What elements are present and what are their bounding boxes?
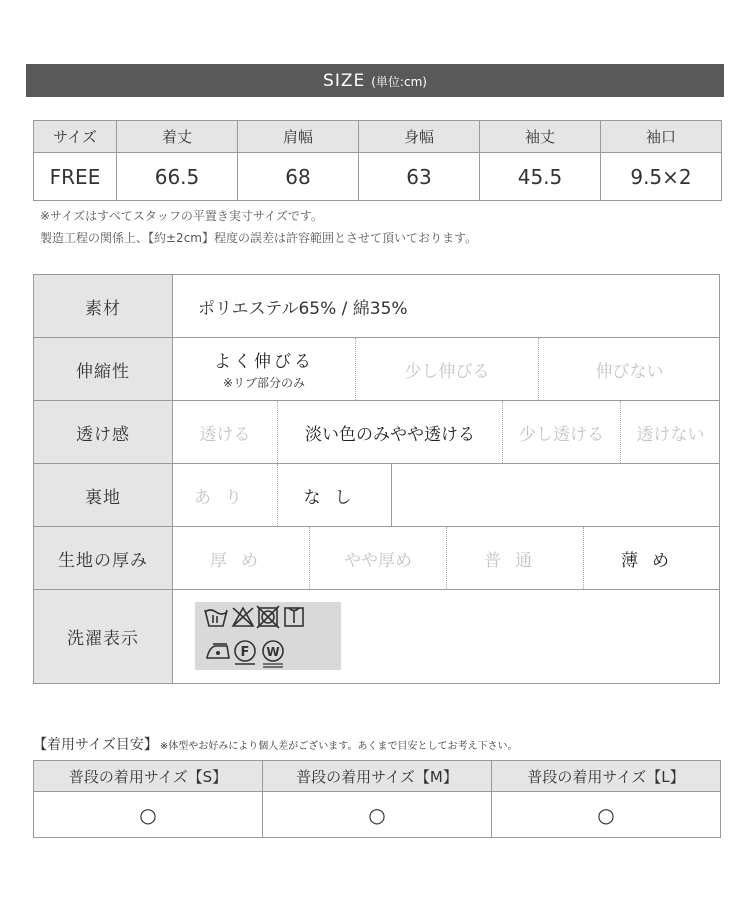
size-note: ※サイズはすべてスタッフの平置き実寸サイズです。 <box>40 209 323 223</box>
size-header-cell: 身幅 <box>359 121 480 153</box>
fit-header-cell: 普段の着用サイズ【M】 <box>263 761 492 792</box>
iron-low-icon <box>207 644 229 658</box>
stretch-option-selected <box>173 338 356 400</box>
sheerness-option: 透ける <box>173 401 278 463</box>
size-header-cell: 袖丈 <box>480 121 601 153</box>
care-label: 洗濯表示 <box>34 590 173 683</box>
material-value: ポリエステル65% / 綿35% <box>198 298 408 319</box>
sheerness-option-selected: 淡い色のみやや透ける <box>278 401 503 463</box>
fit-circle-mark: ○ <box>492 792 721 838</box>
sheerness-option: 少し透ける <box>503 401 621 463</box>
fit-guide-disclaimer: ※体型やお好みにより個人差がございます。あくまで目安としてお考え下さい。 <box>159 741 518 752</box>
svg-text:F: F <box>240 645 250 660</box>
tolerance-note: 製造工程の関係上、【約±2cm】程度の誤差は許容範囲とさせて頂いております。 <box>40 231 478 245</box>
size-unit: (単位:cm) <box>371 75 427 89</box>
no-bleach-icon <box>233 608 253 626</box>
thickness-row <box>34 527 719 590</box>
thickness-option: やや厚め <box>310 527 447 589</box>
line-dry-icon <box>285 608 303 626</box>
size-header-cell: 肩幅 <box>238 121 359 153</box>
stretch-label: 伸縮性 <box>34 338 173 400</box>
lining-option-selected: なし <box>278 464 392 526</box>
lining-label: 裏地 <box>34 464 173 526</box>
size-table <box>33 120 722 201</box>
wetclean-w-icon <box>263 641 283 667</box>
thickness-option: 厚め <box>173 527 310 589</box>
size-header-cell: 袖口 <box>601 121 722 153</box>
no-tumble-dry-icon <box>257 606 279 628</box>
care-row <box>34 590 719 683</box>
thickness-option-selected: 薄め <box>621 550 683 571</box>
stretch-row <box>34 338 719 401</box>
material-label: 素材 <box>34 275 173 337</box>
size-title: SIZE <box>323 70 366 91</box>
size-value-cell: 45.5 <box>480 153 601 201</box>
stretch-option-label: よく伸びる <box>214 352 314 372</box>
attributes-table <box>33 274 720 684</box>
fit-guide-heading <box>33 734 517 754</box>
stretch-option: 伸びない <box>595 361 664 382</box>
size-header-cell: 着丈 <box>117 121 238 153</box>
size-value-cell: 68 <box>238 153 359 201</box>
lining-row <box>34 464 719 527</box>
stretch-rib-note: ※リブ部分のみ <box>222 376 306 390</box>
fit-circle-mark: ○ <box>263 792 492 838</box>
thickness-option: 普通 <box>447 527 584 589</box>
fit-guide-table <box>33 760 721 838</box>
size-table-header-row <box>34 121 722 153</box>
stretch-option: 少し伸びる <box>356 338 539 400</box>
fit-guide-title: 【着用サイズ目安】 <box>33 737 158 753</box>
fit-header-cell: 普段の着用サイズ【L】 <box>492 761 721 792</box>
size-value-cell: 66.5 <box>117 153 238 201</box>
svg-text:W: W <box>266 645 280 659</box>
fit-circle-mark: ○ <box>34 792 263 838</box>
sheerness-label: 透け感 <box>34 401 173 463</box>
sheerness-option: 透けない <box>636 424 705 445</box>
wash-40-icon <box>205 610 227 626</box>
size-header-cell: サイズ <box>34 121 117 153</box>
size-table-value-row <box>34 153 722 201</box>
size-value-cell: FREE <box>34 153 117 201</box>
size-value-cell: 63 <box>359 153 480 201</box>
material-row <box>34 275 719 338</box>
care-symbols <box>195 602 341 670</box>
fit-header-cell: 普段の着用サイズ【S】 <box>34 761 263 792</box>
thickness-label: 生地の厚み <box>34 527 173 589</box>
sheerness-row <box>34 401 719 464</box>
fit-guide-header-row <box>34 761 721 792</box>
dryclean-f-icon <box>235 641 255 664</box>
size-header-bar <box>26 64 724 97</box>
fit-guide-value-row <box>34 792 721 838</box>
size-value-cell: 9.5×2 <box>601 153 722 201</box>
lining-option: あり <box>173 464 278 526</box>
